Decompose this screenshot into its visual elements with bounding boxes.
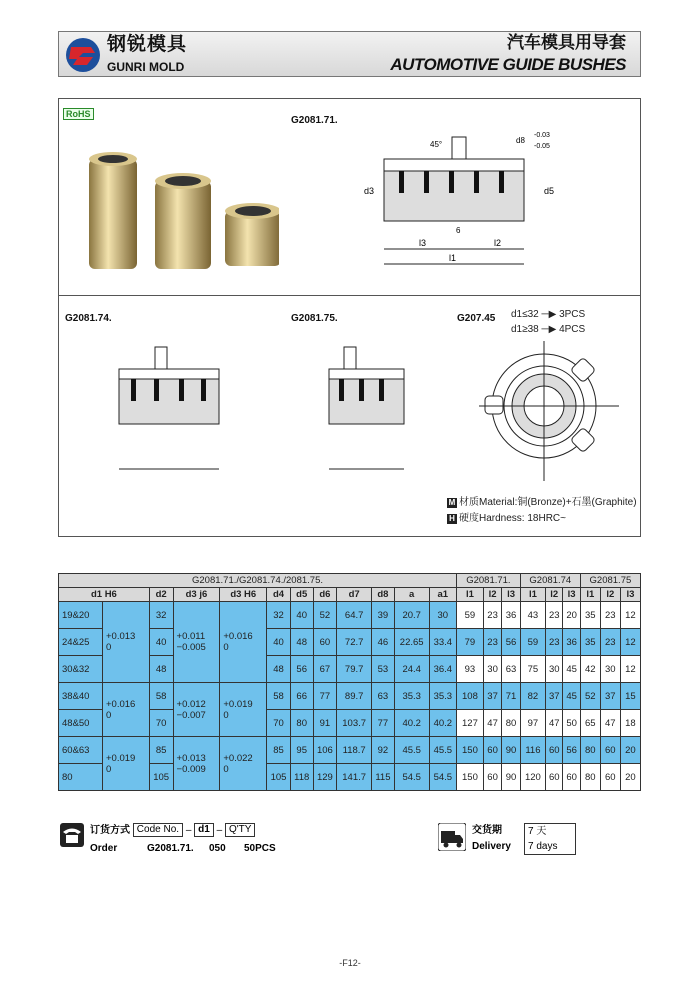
cell-value: 46 [372,629,395,656]
cell-length: 60 [546,737,563,764]
cell-d2: 48 [149,656,173,683]
cell-length: 12 [620,602,640,629]
cell-length: 36 [502,602,520,629]
cell-length: 90 [502,737,520,764]
cell-value: 20.7 [394,602,429,629]
cell-d1: 60&63 [59,737,103,764]
column-header: l1 [520,588,545,602]
group-header-74: G2081.74 [520,574,580,588]
cell-value: 52 [313,602,337,629]
tolerance-upper: +0.012 [176,698,206,710]
cell-value: 106 [313,737,337,764]
tolerance-lower: 0 [223,642,229,653]
page-number: -F12- [339,958,361,968]
column-header: l1 [580,588,600,602]
cell-length: 23 [483,629,501,656]
cell-length: 80 [580,737,600,764]
rule-3pcs: d1≤32 ─▶ 3PCS [511,309,586,320]
hardness-icon: H [447,514,457,524]
cell-value: 64.7 [337,602,372,629]
cell-length: 23 [600,602,620,629]
column-header: l2 [546,588,563,602]
cell-value: 129 [313,764,337,791]
cell-d1-tolerance [103,683,150,737]
dim-d8: d8 [516,136,525,145]
tolerance-upper: +0.016 [106,698,136,710]
table-row [59,683,641,710]
column-header: d6 [313,588,337,602]
cell-d2: 70 [149,710,173,737]
cell-length: 20 [563,602,580,629]
page-title-en: AUTOMOTIVE GUIDE BUSHES [390,55,626,74]
cell-value: 40.2 [394,710,429,737]
cell-length: 42 [580,656,600,683]
figure-label-g208174: G2081.74. [65,313,112,324]
cell-length: 18 [620,710,640,737]
cell-value: 30 [429,602,456,629]
cell-value: 53 [372,656,395,683]
telephone-icon [60,823,84,847]
cell-length: 60 [600,737,620,764]
column-header: d2 [149,588,173,602]
tolerance-lower: −0.005 [176,642,206,653]
cell-d1-tolerance [103,737,150,791]
cell-length: 37 [483,683,501,710]
tolerance-lower: −0.009 [176,763,206,775]
cell-length: 36 [563,629,580,656]
cell-value: 77 [313,683,337,710]
cell-value: 54.5 [429,764,456,791]
dim-l2: l2 [494,238,502,248]
dim-l3: l3 [419,238,427,248]
cell-value: 35.3 [394,683,429,710]
column-header: l2 [600,588,620,602]
hardness-text: 硬度Hardness: 18HRC~ [459,513,566,524]
delivery-label-en: Delivery [472,841,511,852]
tolerance-upper: +0.019 [106,752,136,764]
material-note [447,497,637,509]
cell-length: 60 [600,764,620,791]
cell-length: 47 [546,710,563,737]
g208171-drawing [344,129,594,269]
order-example-d1: 050 [209,843,226,854]
page-title-cn: 汽车模具用导套 [507,33,626,52]
cell-d3h6-tolerance [220,737,267,791]
cell-length: 30 [546,656,563,683]
column-header: a [394,588,429,602]
cell-length: 116 [520,737,545,764]
tolerance-lower: 0 [106,709,112,721]
cell-value: 33.4 [429,629,456,656]
order-example-qty: 50PCS [244,843,276,854]
qty-box: Q'TY [225,823,255,837]
cell-length: 127 [457,710,484,737]
cell-length: 23 [546,602,563,629]
cell-value: 67 [313,656,337,683]
hardness-note [447,513,566,525]
dash: – [216,825,223,836]
dim-d3: d3 [364,186,375,196]
cell-value: 103.7 [337,710,372,737]
cell-d2: 58 [149,683,173,710]
cell-length: 79 [457,629,484,656]
cell-d3j6-tolerance [173,737,220,791]
cell-value: 22.65 [394,629,429,656]
column-header: l3 [620,588,640,602]
tol-lower: -0.05 [534,143,550,150]
figure-label-g208171: G2081.71. [291,115,338,126]
angle-45: 45° [430,140,443,149]
column-header: d3 j6 [173,588,220,602]
tolerance-lower: 0 [223,709,229,721]
tolerance-lower: 0 [223,763,229,775]
cell-length: 20 [620,764,640,791]
cell-value: 36.4 [429,656,456,683]
tolerance-upper: +0.019 [223,698,253,710]
column-header: d1 H6 [59,588,150,602]
cell-d1: 80 [59,764,103,791]
cell-value: 60 [313,629,337,656]
tolerance-upper: +0.013 [176,752,206,764]
cell-length: 150 [457,764,484,791]
cell-length: 56 [563,737,580,764]
cell-value: 118.7 [337,737,372,764]
column-header: d4 [267,588,291,602]
cell-value: 92 [372,737,395,764]
cell-value: 39 [372,602,395,629]
cell-d1-tolerance [103,602,150,683]
order-example-code: G2081.71. [147,843,194,854]
cell-value: 77 [372,710,395,737]
figure-label-g208175: G2081.75. [291,313,338,324]
cell-value: 70 [267,710,291,737]
cell-length: 12 [620,629,640,656]
cell-length: 20 [620,737,640,764]
cell-d2: 40 [149,629,173,656]
cell-length: 43 [520,602,545,629]
cell-length: 60 [546,764,563,791]
cell-value: 72.7 [337,629,372,656]
cell-value: 40.2 [429,710,456,737]
cell-d3j6-tolerance [173,602,220,683]
column-header: l2 [483,588,501,602]
cell-value: 118 [290,764,313,791]
spec-table [58,573,641,791]
cell-length: 30 [483,656,501,683]
cell-length: 93 [457,656,484,683]
cell-value: 89.7 [337,683,372,710]
cell-value: 95 [290,737,313,764]
g20745-drawing [479,341,619,486]
cell-length: 120 [520,764,545,791]
g208174-drawing [99,339,269,489]
cell-length: 35 [580,602,600,629]
cell-d1: 38&40 [59,683,103,710]
cell-length: 52 [580,683,600,710]
cell-d2: 105 [149,764,173,791]
column-header: l3 [563,588,580,602]
cell-d1: 30&32 [59,656,103,683]
cell-length: 82 [520,683,545,710]
cell-d1: 48&50 [59,710,103,737]
cell-length: 37 [600,683,620,710]
material-icon: M [448,498,456,507]
order-label-cn: 订货方式 [90,825,130,836]
cell-value: 115 [372,764,395,791]
cell-length: 59 [520,629,545,656]
cell-value: 40 [290,602,313,629]
tolerance-lower: 0 [106,642,112,653]
cell-length: 65 [580,710,600,737]
cell-length: 80 [580,764,600,791]
dash: – [185,825,192,836]
delivery-days-en: 7 days [528,841,558,852]
cell-length: 47 [483,710,501,737]
column-header: d7 [337,588,372,602]
table-row [59,737,641,764]
cell-d3j6-tolerance [173,683,220,737]
gunri-logo-icon [65,37,101,73]
cell-value: 54.5 [394,764,429,791]
page-header [58,31,641,77]
dim-l1: l1 [449,253,457,263]
cell-value: 56 [290,656,313,683]
cell-value: 85 [267,737,291,764]
cell-length: 50 [563,710,580,737]
cell-length: 97 [520,710,545,737]
cell-length: 45 [563,656,580,683]
tolerance-lower: 0 [106,763,112,775]
cell-value: 58 [267,683,291,710]
cell-length: 37 [546,683,563,710]
cell-length: 63 [502,656,520,683]
material-text: 材质Material:铜(Bronze)+石墨(Graphite) [459,497,637,508]
cell-value: 45.5 [429,737,456,764]
cell-length: 23 [483,602,501,629]
column-header: a1 [429,588,456,602]
panel-divider [59,295,640,296]
d1-box: d1 [194,823,214,837]
g208175-drawing [314,339,444,489]
column-header: l1 [457,588,484,602]
cell-value: 24.4 [394,656,429,683]
rule-4pcs: d1≥38 ─▶ 4PCS [511,324,586,335]
dim-d5: d5 [544,186,555,196]
bushes-photo [79,139,279,274]
tolerance-upper: +0.022 [223,752,253,764]
column-header: d3 H6 [220,588,267,602]
group-header-71: G2081.71. [457,574,521,588]
cell-length: 71 [502,683,520,710]
dim-6: 6 [456,226,461,235]
cell-value: 63 [372,683,395,710]
cell-length: 23 [600,629,620,656]
cell-value: 48 [267,656,291,683]
cell-value: 80 [290,710,313,737]
column-header: l3 [502,588,520,602]
cell-length: 47 [600,710,620,737]
cell-d1: 24&25 [59,629,103,656]
cell-value: 35.3 [429,683,456,710]
cell-value: 40 [267,629,291,656]
table-column-header [59,588,641,602]
tolerance-upper: +0.016 [223,631,253,642]
cell-length: 60 [563,764,580,791]
cell-length: 59 [457,602,484,629]
cell-d2: 85 [149,737,173,764]
cell-length: 56 [502,629,520,656]
cell-length: 150 [457,737,484,764]
cell-length: 108 [457,683,484,710]
cell-length: 60 [483,737,501,764]
cell-value: 79.7 [337,656,372,683]
column-header: d5 [290,588,313,602]
code-no-box: Code No. [133,823,183,837]
cell-length: 90 [502,764,520,791]
delivery-days-cn: 7 天 [528,826,547,837]
cell-length: 45 [563,683,580,710]
cell-value: 48 [290,629,313,656]
rohs-badge: RoHS [63,108,94,120]
cell-length: 60 [483,764,501,791]
table-row [59,602,641,629]
brand-name-en: GUNRI MOLD [107,60,185,74]
cell-d1: 19&20 [59,602,103,629]
cell-value: 105 [267,764,291,791]
column-header: d8 [372,588,395,602]
cell-value: 91 [313,710,337,737]
cell-length: 80 [502,710,520,737]
figure-label-g20745: G207.45 [457,313,496,324]
tolerance-lower: −0.007 [176,709,206,721]
cell-value: 32 [267,602,291,629]
cell-length: 23 [546,629,563,656]
brand-name-cn: 钢锐模具 [107,34,188,55]
table-group-header [59,574,641,588]
cell-length: 35 [580,629,600,656]
cell-length: 15 [620,683,640,710]
cell-value: 45.5 [394,737,429,764]
cell-length: 30 [600,656,620,683]
tol-upper: -0.03 [534,132,550,139]
group-header-75: G2081.75 [580,574,640,588]
cell-d3h6-tolerance [220,602,267,683]
tolerance-upper: +0.013 [106,631,136,642]
delivery-label-cn: 交货期 [472,825,502,836]
cell-d3h6-tolerance [220,683,267,737]
cell-d2: 32 [149,602,173,629]
drawings-panel [58,98,641,537]
tolerance-upper: +0.011 [176,631,206,642]
truck-icon [438,823,466,851]
cell-value: 141.7 [337,764,372,791]
cell-length: 12 [620,656,640,683]
cell-length: 75 [520,656,545,683]
cell-value: 66 [290,683,313,710]
group-header-main: G2081.71./G2081.74./2081.75. [59,574,457,588]
order-label-en: Order [90,843,118,854]
